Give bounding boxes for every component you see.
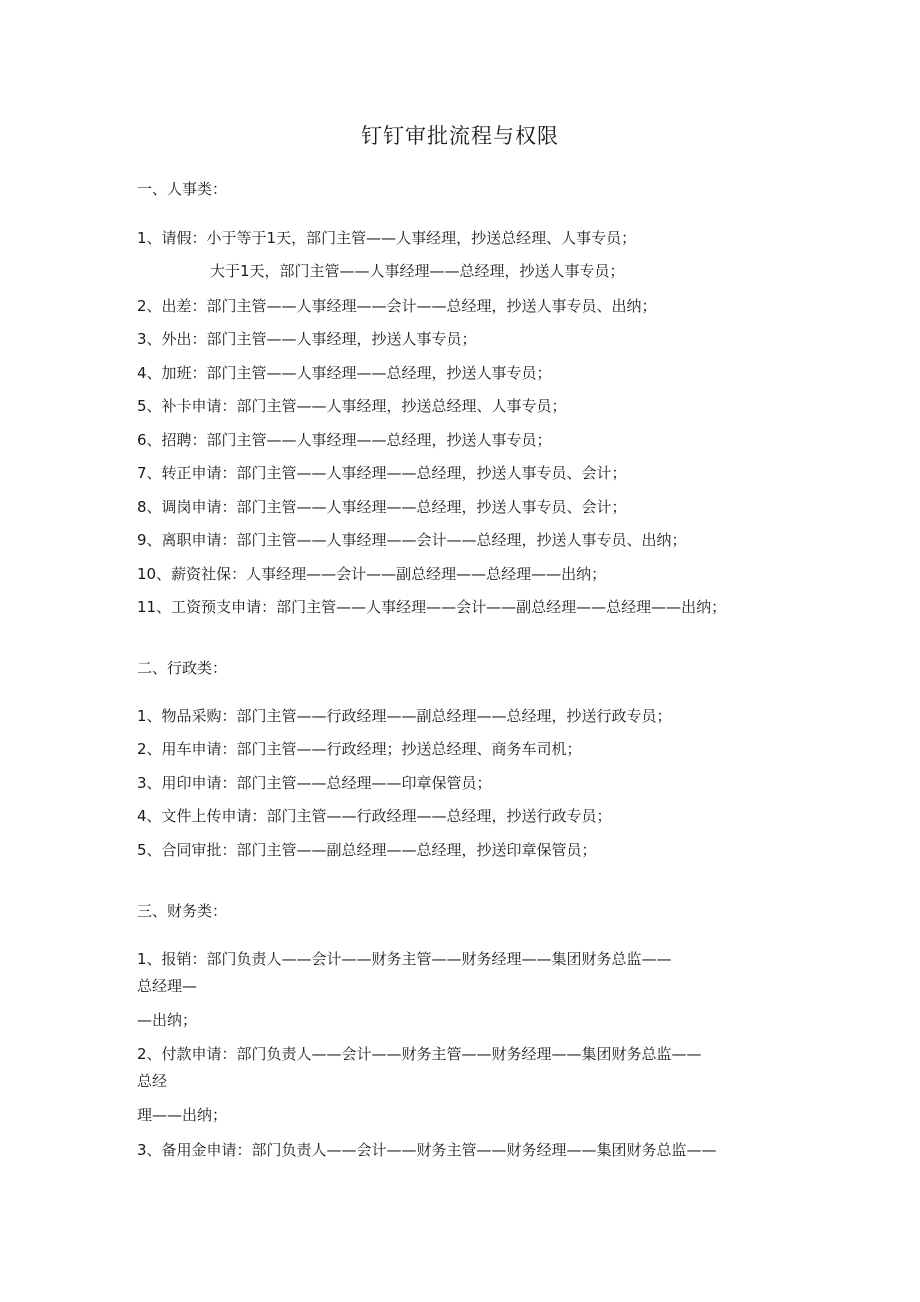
list-item: 3、用印申请：部门主管——总经理——印章保管员； (137, 774, 492, 792)
page-title: 钉钉审批流程与权限 (361, 124, 559, 148)
list-item: 2、出差：部门主管——人事经理——会计——总经理，抄送人事专员、出纳； (137, 297, 657, 315)
list-item: 3、备用金申请：部门负责人——会计——财务主管——财务经理——集团财务总监—— (137, 1141, 717, 1159)
list-item: 7、转正申请：部门主管——人事经理——总经理，抄送人事专员、会计； (137, 464, 627, 482)
list-item: 1、物品采购：部门主管——行政经理——副总经理——总经理，抄送行政专员； (137, 707, 672, 725)
list-item: 6、招聘：部门主管——人事经理——总经理，抄送人事专员； (137, 431, 552, 449)
list-item-continuation: —出纳； (137, 1011, 198, 1029)
list-item: 4、文件上传申请：部门主管——行政经理——总经理，抄送行政专员； (137, 807, 612, 825)
list-item-continuation: 大于1天，部门主管——人事经理——总经理，抄送人事专员； (210, 262, 625, 280)
section-heading-hr: 一、人事类： (137, 180, 228, 198)
list-item: 3、外出：部门主管——人事经理，抄送人事专员； (137, 330, 477, 348)
section-heading-finance: 三、财务类： (137, 902, 228, 920)
list-item: 10、薪资社保：人事经理——会计——副总经理——总经理——出纳； (137, 565, 607, 583)
list-item: 1、报销：部门负责人——会计——财务主管——财务经理——集团财务总监—— (137, 950, 672, 968)
list-item: 4、加班：部门主管——人事经理——总经理，抄送人事专员； (137, 364, 552, 382)
list-item-continuation: 总经 (137, 1072, 168, 1090)
section-heading-admin: 二、行政类： (137, 659, 228, 677)
list-item-continuation: 总经理— (137, 977, 198, 995)
list-item: 5、合同审批：部门主管——副总经理——总经理，抄送印章保管员； (137, 841, 597, 859)
list-item: 1、请假：小于等于1天，部门主管——人事经理，抄送总经理、人事专员； (137, 229, 637, 247)
list-item: 9、离职申请：部门主管——人事经理——会计——总经理，抄送人事专员、出纳； (137, 531, 687, 549)
list-item: 5、补卡申请：部门主管——人事经理，抄送总经理、人事专员； (137, 397, 567, 415)
list-item: 2、付款申请：部门负责人——会计——财务主管——财务经理——集团财务总监—— (137, 1045, 702, 1063)
list-item: 11、工资预支申请：部门主管——人事经理——会计——副总经理——总经理——出纳； (137, 598, 727, 616)
list-item: 2、用车申请：部门主管——行政经理；抄送总经理、商务车司机； (137, 740, 582, 758)
list-item: 8、调岗申请：部门主管——人事经理——总经理，抄送人事专员、会计； (137, 498, 627, 516)
list-item-continuation: 理——出纳； (137, 1106, 228, 1124)
